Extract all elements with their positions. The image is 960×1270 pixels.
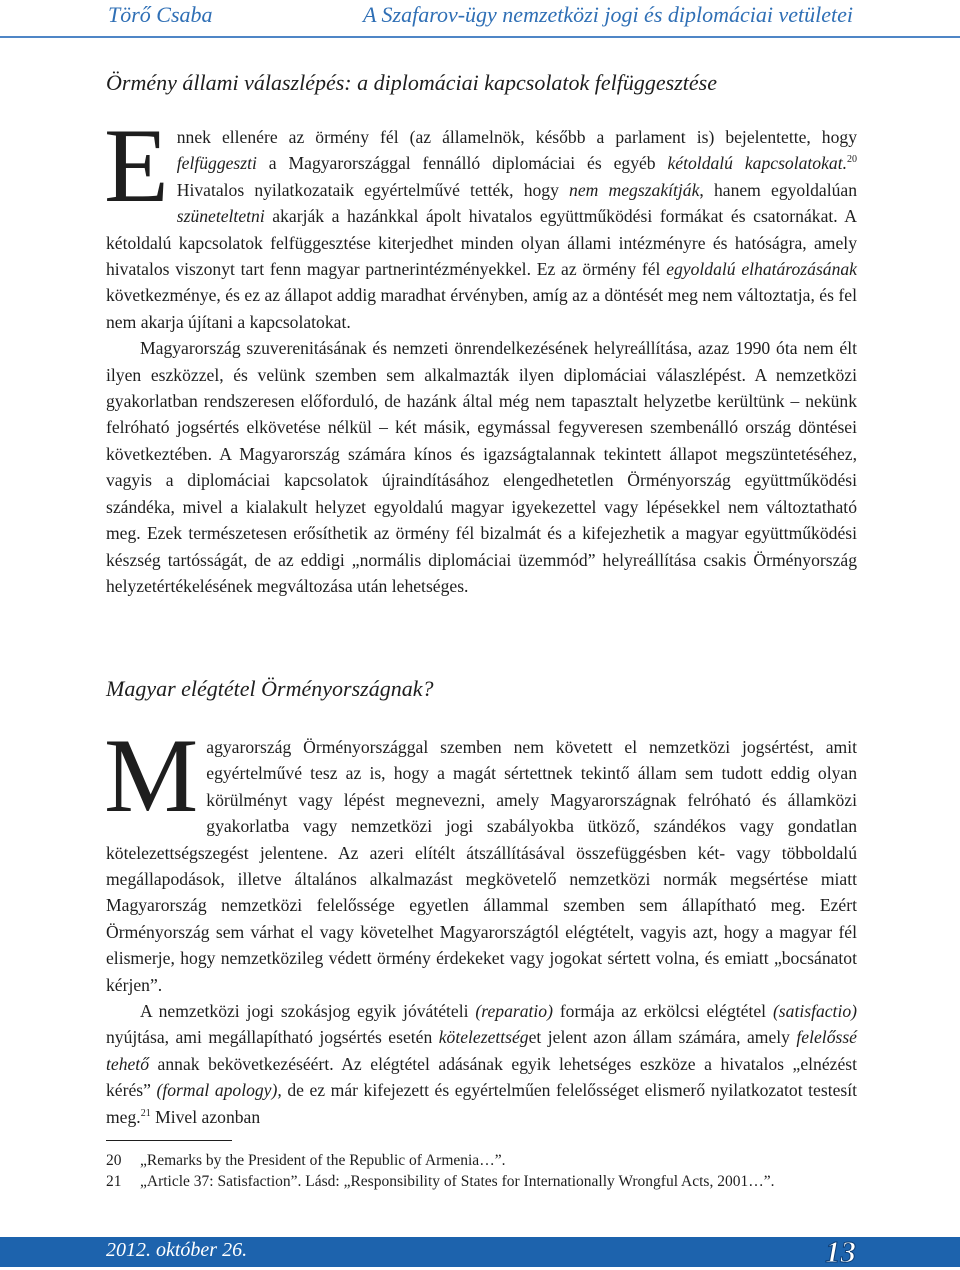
paragraph-4: A nemzetközi jogi szokásjog egyik jóvátételi (reparatio) formája az erkölcsi elégtétel (satisfactio) nyújtása, ami megállapítható jogsértés esetén kötelezettséget jelent azon állam számára, amely felelőssé tehető annak bekövetkezéséért. Az elégtétel adásának egyik lehetséges eszköze a hivatalos „elnézést kérés” (formal apology), de ez már kifejezett és egyértelműen felelősséget elismerő nyilatkozatot testesít meg.$^{21}$ Mivel azonban <box>106 1001 858 1127</box>
running-head-author: Törő Csaba <box>108 2 213 27</box>
footnote-text: „Article 37: Satisfaction”. Lásd: „Responsibility of States for Internationally Wrongful Acts, 2001…”. <box>140 1173 775 1190</box>
running-head <box>0 0 960 36</box>
drop-cap-e: E <box>104 107 169 224</box>
footnote-number: 20 <box>106 1152 122 1169</box>
footnote-20 <box>106 1150 866 1171</box>
footnote-number: 21 <box>106 1173 122 1190</box>
footer-date: 2012. október 26. <box>106 1239 248 1261</box>
section-2-body <box>104 717 858 1130</box>
page-number: 13 <box>825 1234 856 1269</box>
footnote-divider <box>106 1140 232 1141</box>
footer-bar <box>0 1234 960 1269</box>
paragraph-1: Ennek ellenére az örmény fél (az államelnök, később a parlament is) bejelentette, hogy felfüggeszti a Magyarországgal fennálló diplomáciai és egyéb kétoldalú kapcsolatokat.$^{20}$ Hivatalos nyilatkozataik egyértelművé tették, hogy nem megszakítják, hanem egyoldalúan szüneteltetni akarják a hazánkkal ápolt hivatalos együttműködési formákat és csatornákat. A kétoldalú kapcsolatok felfüggesztése kiterjedhet minden olyan állami intézményre és hatóságra, amely hivatalos viszonyt tart fenn magyar partnerintézményekkel. Ez az örmény fél egyoldalú elhatározásának következménye, és ez az állapot addig maradhat érvényben, amíg az a döntését meg nem változtatja, és fel nem akarja újítani a kapcsolatokat. <box>104 107 858 332</box>
paragraph-3: Magyarország Örményországgal szemben nem követett el nemzetközi jogsértést, amit egyértelművé tesz az is, hogy a magát sértettnek tekintő állam sem tudott eddig olyan körülményt vagy lépést megnevezni, amely Magyarországnak felróható és államközi gyakorlatba vagy nemzetközi jogi szabályokba ütköző, szándékos vagy gondatlan kötelezettségszegést jelentene. Az azeri elítélt átszállításával összefüggésben két- vagy többoldalú megállapodások, illetve általános alkalmazást megkövetelő nemzetközi normák megsértése miatt Magyarország nemzetközi felelőssége egyetlen állammal szemben sem állapítható meg. Ezért Örményország sem várhat el vagy követelhet Magyarországtól elégtételt, vagyis azt, hogy a magyar fél elismerje, hogy nemzetközileg védett örmény érdekeket vagy jogokat sértett volna, és emiatt „bocsánatot kérjen”. <box>104 717 857 995</box>
footnotes <box>106 1150 866 1192</box>
paragraph-2: Magyarország szuverenitásának és nemzeti önrendelkezésének helyreállítása, azaz 1990 óta nem élt ilyen eszközzel, és velünk szemben sem alkalmazták ilyen diplomáciai válaszlépést. A nemzetközi gyakorlatban rendszeresen előforduló, de hazánk által még nem tapasztalt helyzetbe kerültünk – nekünk felróható jogsértés elkövetése nélkül – két másik, egymással fegyveresen szembenálló ország döntései következtében. A Magyarország számára kínos és igazságtalannak tekintett állapot megszüntetéséhez, vagyis a diplomáciai kapcsolatok újraindításához elengedhetetlen Örményország együttműködési szándéka, mivel a kialakult helyzet egyoldalú magyar igyekezettel vagy lépésekkel nem változtatható meg. Ezek természetesen erősíthetik az örmény fél bizalmát és a kifejezhetik a magyar együttműködési készség tartósságát, de az eddigi „normális diplomáciai üzemmód” helyreállítása csakis Örményország helyzetértékelésének megváltozása után lehetséges. <box>106 338 857 596</box>
footnote-ref-21[interactable]: 21 <box>140 1107 151 1119</box>
drop-cap-m: M <box>104 717 199 834</box>
footnote-21 <box>106 1171 866 1192</box>
footnote-ref-20[interactable]: 20 <box>847 154 857 166</box>
section-1-body <box>104 107 858 599</box>
section-heading-2: Magyar elégtétel Örményországnak? <box>106 676 434 701</box>
footnote-text: „Remarks by the President of the Republic of Armenia…”. <box>140 1152 506 1169</box>
running-head-title: A Szafarov-ügy nemzetközi jogi és diplomáciai vetületei <box>362 2 853 27</box>
section-heading-1: Örmény állami válaszlépés: a diplomáciai kapcsolatok felfüggesztése <box>106 70 717 95</box>
header-divider <box>0 36 960 38</box>
